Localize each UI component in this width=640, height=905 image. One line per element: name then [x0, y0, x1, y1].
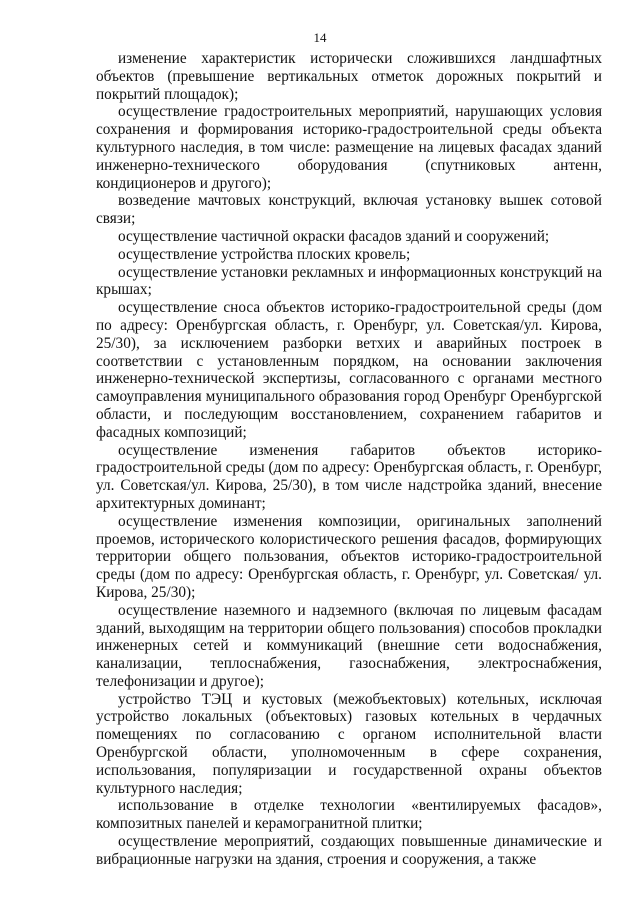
paragraph: осуществление градостроительных мероприятий, нарушающих условия сохранения и формирования историко-градостроительной среды объекта культурного наследия, в том числе: размещение на лицевых фасадах зданий инженерно-технического оборудования (спутниковых антенн, кондиционеров и другого);	[96, 103, 602, 192]
paragraph: осуществление наземного и надземного (включая по лицевым фасадам зданий, выходящим на территории общего пользования) способов прокладки инженерных сетей и коммуникаций (внешние сети водоснабжения, канализации, теплоснабжения, газоснабжения, электроснабжения, телефонизации и другое);	[96, 601, 602, 690]
paragraph: осуществление изменения композиции, оригинальных заполнений проемов, исторического колористического решения фасадов, формирующих территории общего пользования, объектов историко-градостроительной среды (дом по адресу: Оренбургская область, г. Оренбург, ул. Советская/ ул. Кирова, 25/30);	[96, 512, 602, 601]
paragraph: осуществление мероприятий, создающих повышенные динамические и вибрационные нагрузки на здания, строения и сооружения, а также	[96, 833, 602, 868]
paragraph: осуществление устройства плоских кровель;	[118, 245, 411, 263]
paragraph: изменение характеристик исторически сложившихся ландшафтных объектов (превышение вертикальных отметок дорожных покрытий и покрытий площадок);	[96, 50, 602, 103]
paragraph: осуществление сноса объектов историко-градостроительной среды (дом по адресу: Оренбургская область, г. Оренбург, ул. Советская/ул. Кирова, 25/30), за исключением разборки ветхих и аварийных построек в соответствии с установленным порядком, на основании заключения инженерно-технической экспертизы, согласованного с органами местного самоуправления муниципального образования город Оренбург Оренбургской области, и последующим восстановлением, сохранением габаритов и фасадных композиций;	[96, 299, 602, 441]
paragraph: возведение мачтовых конструкций, включая установку вышек сотовой связи;	[96, 192, 602, 228]
page-number: 14	[313, 30, 327, 45]
paragraph: устройство ТЭЦ и кустовых (межобъектовых) котельных, исключая устройство локальных (объектовых) газовых котельных в чердачных помещениях по согласованию с органом исполнительной власти Оренбургской области, уполномоченным в сфере сохранения, использования, популяризации и государственной охраны объектов культурного наследия;	[96, 690, 602, 797]
paragraph: осуществление частичной окраски фасадов зданий и сооружений;	[118, 227, 550, 245]
paragraph: осуществление изменения габаритов объектов историко-градостроительной среды (дом по адресу: Оренбургская область, г. Оренбург, ул. Советская/ул. Кирова, 25/30), в том числе надстройка зданий, внесение архитектурных доминант;	[96, 441, 602, 512]
paragraph: осуществление установки рекламных и информационных конструкций на крышах;	[96, 263, 602, 299]
paragraph: использование в отделке технологии «вентилируемых фасадов», композитных панелей и керамогранитной плитки;	[96, 797, 602, 833]
document-body	[96, 50, 602, 869]
